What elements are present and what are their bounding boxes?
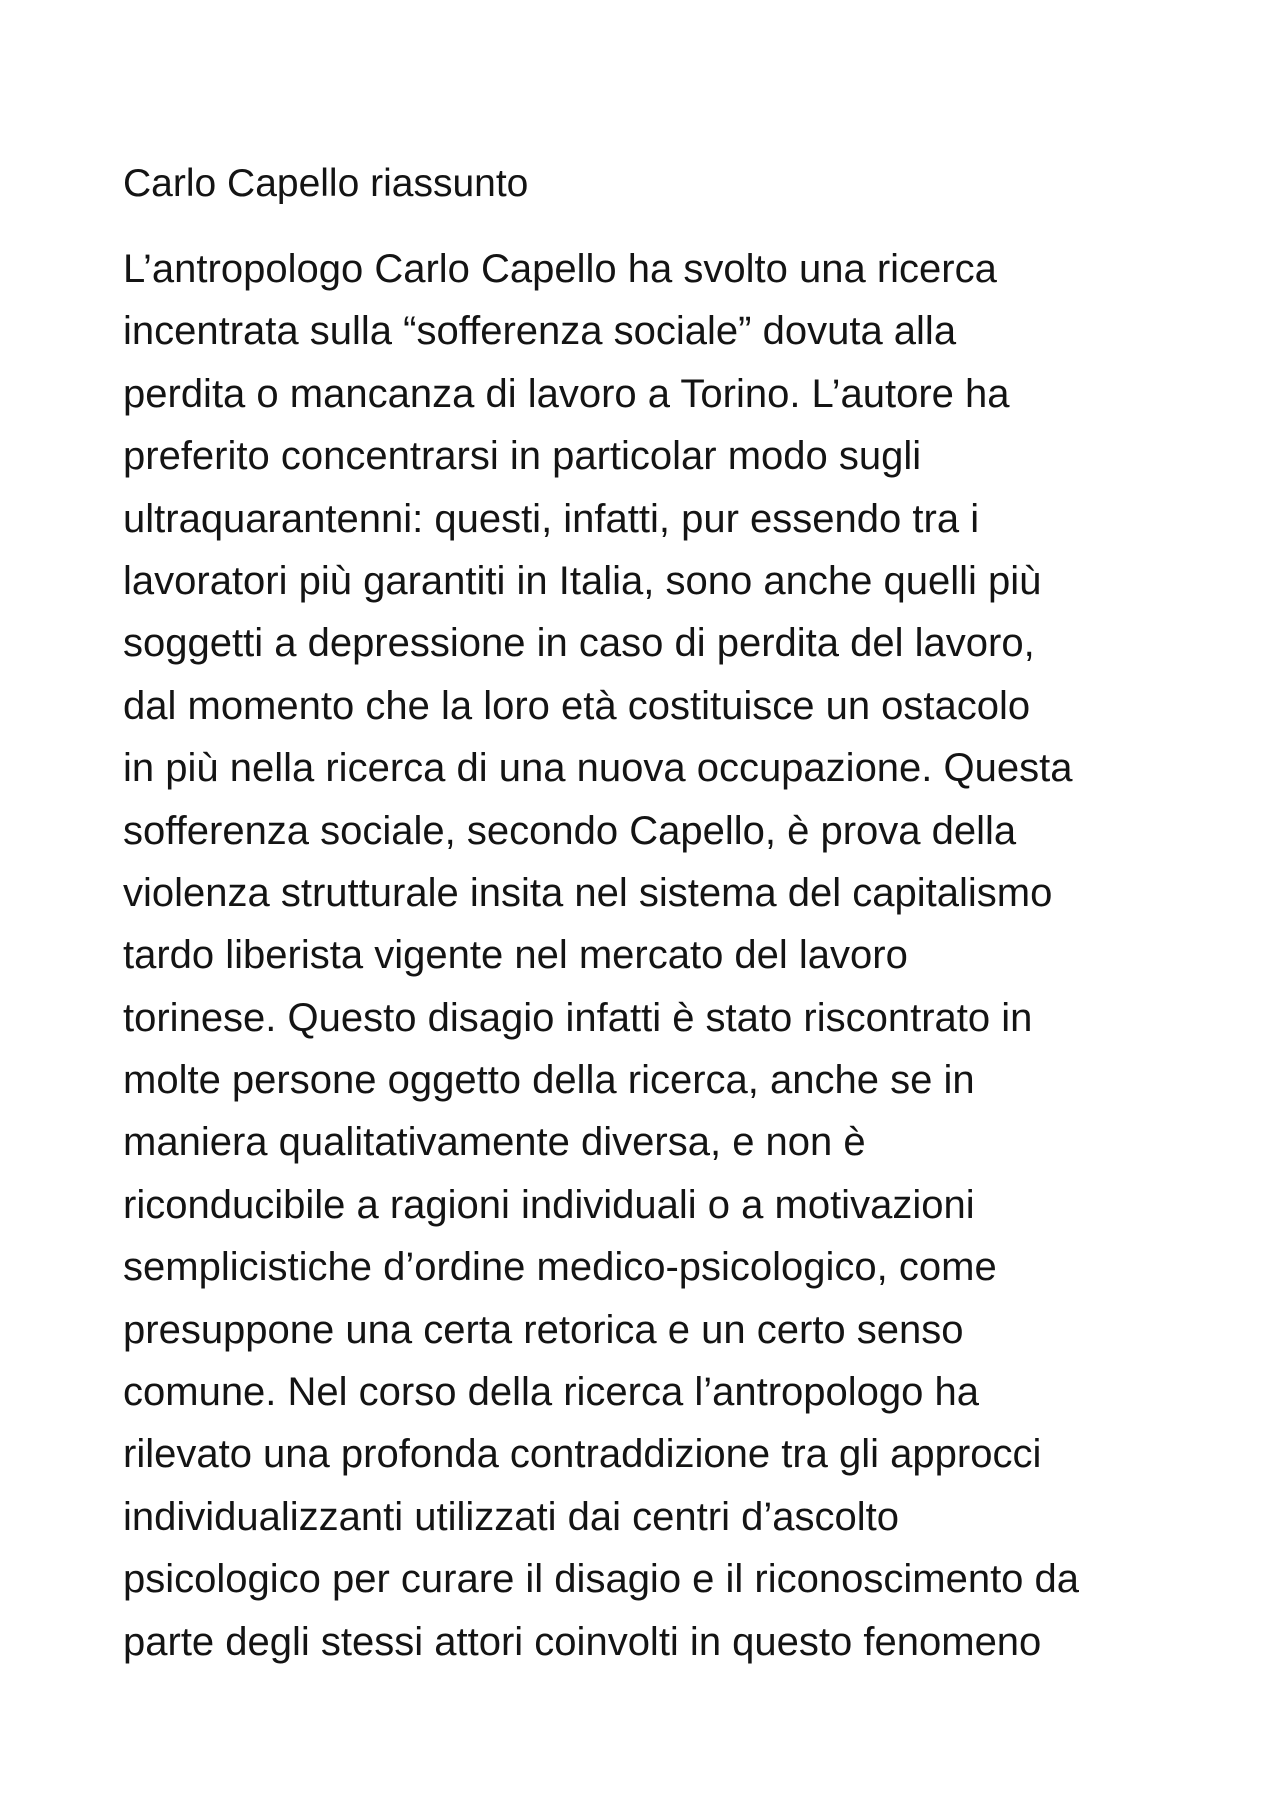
- document-title: Carlo Capello riassunto: [123, 162, 529, 205]
- body-line: violenza strutturale insita nel sistema del capitalismo: [123, 870, 1053, 915]
- body-line: maniera qualitativamente diversa, e non è: [123, 1120, 866, 1165]
- body-line: riconducibile a ragioni individuali o a motivazioni: [123, 1182, 975, 1227]
- body-line: lavoratori più garantiti in Italia, sono anche quelli più: [123, 558, 1042, 603]
- body-line: soggetti a depressione in caso di perdita del lavoro,: [123, 621, 1035, 666]
- body-line: presuppone una certa retorica e un certo senso: [123, 1307, 964, 1352]
- body-line: rilevato una profonda contraddizione tra gli approcci: [123, 1432, 1042, 1477]
- body-line: sofferenza sociale, secondo Capello, è prova della: [123, 808, 1017, 853]
- body-line: molte persone oggetto della ricerca, anche se in: [123, 1058, 975, 1103]
- body-line: preferito concentrarsi in particolar modo sugli: [123, 434, 922, 479]
- body-line: psicologico per curare il disagio e il riconoscimento da: [123, 1557, 1080, 1602]
- body-line: tardo liberista vigente nel mercato del lavoro: [123, 933, 908, 978]
- body-line: ultraquarantenni: questi, infatti, pur essendo tra i: [123, 496, 980, 541]
- body-line: comune. Nel corso della ricerca l’antropologo ha: [123, 1370, 980, 1415]
- body-line: semplicistiche d’ordine medico-psicologico, come: [123, 1245, 997, 1290]
- body-line: perdita o mancanza di lavoro a Torino. L’autore ha: [123, 371, 1010, 416]
- body-line: L’antropologo Carlo Capello ha svolto una ricerca: [123, 247, 997, 291]
- body-line: incentrata sulla “sofferenza sociale” dovuta alla: [123, 309, 957, 354]
- document-body: [123, 238, 1079, 1673]
- body-line: individualizzanti utilizzati dai centri d’ascolto: [123, 1494, 899, 1539]
- body-line: in più nella ricerca di una nuova occupazione. Questa: [123, 746, 1073, 791]
- body-line: dal momento che la loro età costituisce un ostacolo: [123, 683, 1031, 728]
- body-line: parte degli stessi attori coinvolti in questo fenomeno: [123, 1619, 1042, 1664]
- body-line: torinese. Questo disagio infatti è stato riscontrato in: [123, 995, 1033, 1040]
